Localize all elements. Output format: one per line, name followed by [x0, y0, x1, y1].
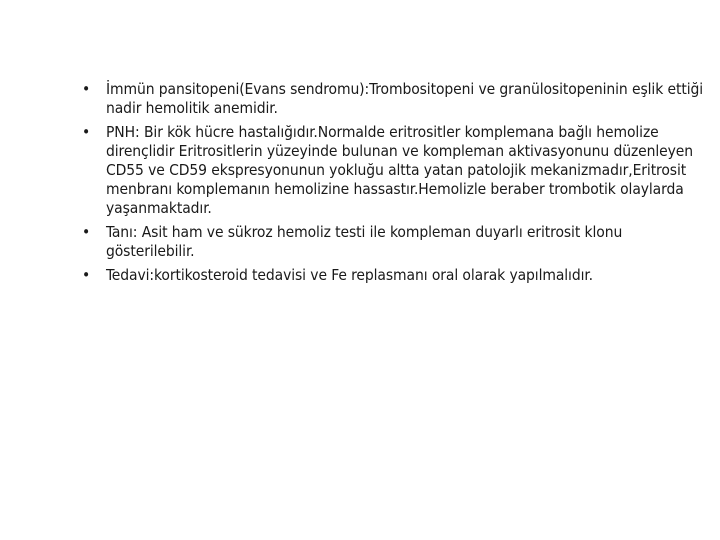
list-item — [82, 80, 712, 118]
bullet-icon: • — [82, 223, 91, 241]
bullet-icon: • — [82, 266, 91, 284]
bullet-icon: • — [82, 123, 91, 141]
list-item — [82, 266, 712, 285]
bullet-icon: • — [82, 80, 91, 98]
bullet-text-evans: İmmün pansitopeni(Evans sendromu):Trombositopeni ve granülositopeninin eşlik ettiği nadir hemolitik anemidir. — [106, 80, 704, 117]
bullet-text-pnh: PNH: Bir kök hücre hastalığıdır.Normalde eritrositler komplemana bağlı hemolize dirençlidir Eritrositlerin yüzeyinde bulunan ve kompleman aktivasyonunu düzenleyen CD55 ve CD59 ekspresyonunun yokluğu altta yatan patolojik mekanizmadır,Eritrosit menbranı komplemanın hemolizine hassastır.Hemolizle beraber trombotik olaylarda yaşanmaktadır. — [106, 123, 694, 217]
bullet-list — [82, 80, 712, 290]
bullet-text-treatment: Tedavi:kortikosteroid tedavisi ve Fe replasmanı oral olarak yapılmalıdır. — [106, 266, 593, 284]
list-item — [82, 123, 712, 218]
list-item — [82, 223, 712, 261]
bullet-text-diagnosis: Tanı: Asit ham ve sükroz hemoliz testi ile kompleman duyarlı eritrosit klonu gösterilebilir. — [106, 223, 623, 260]
